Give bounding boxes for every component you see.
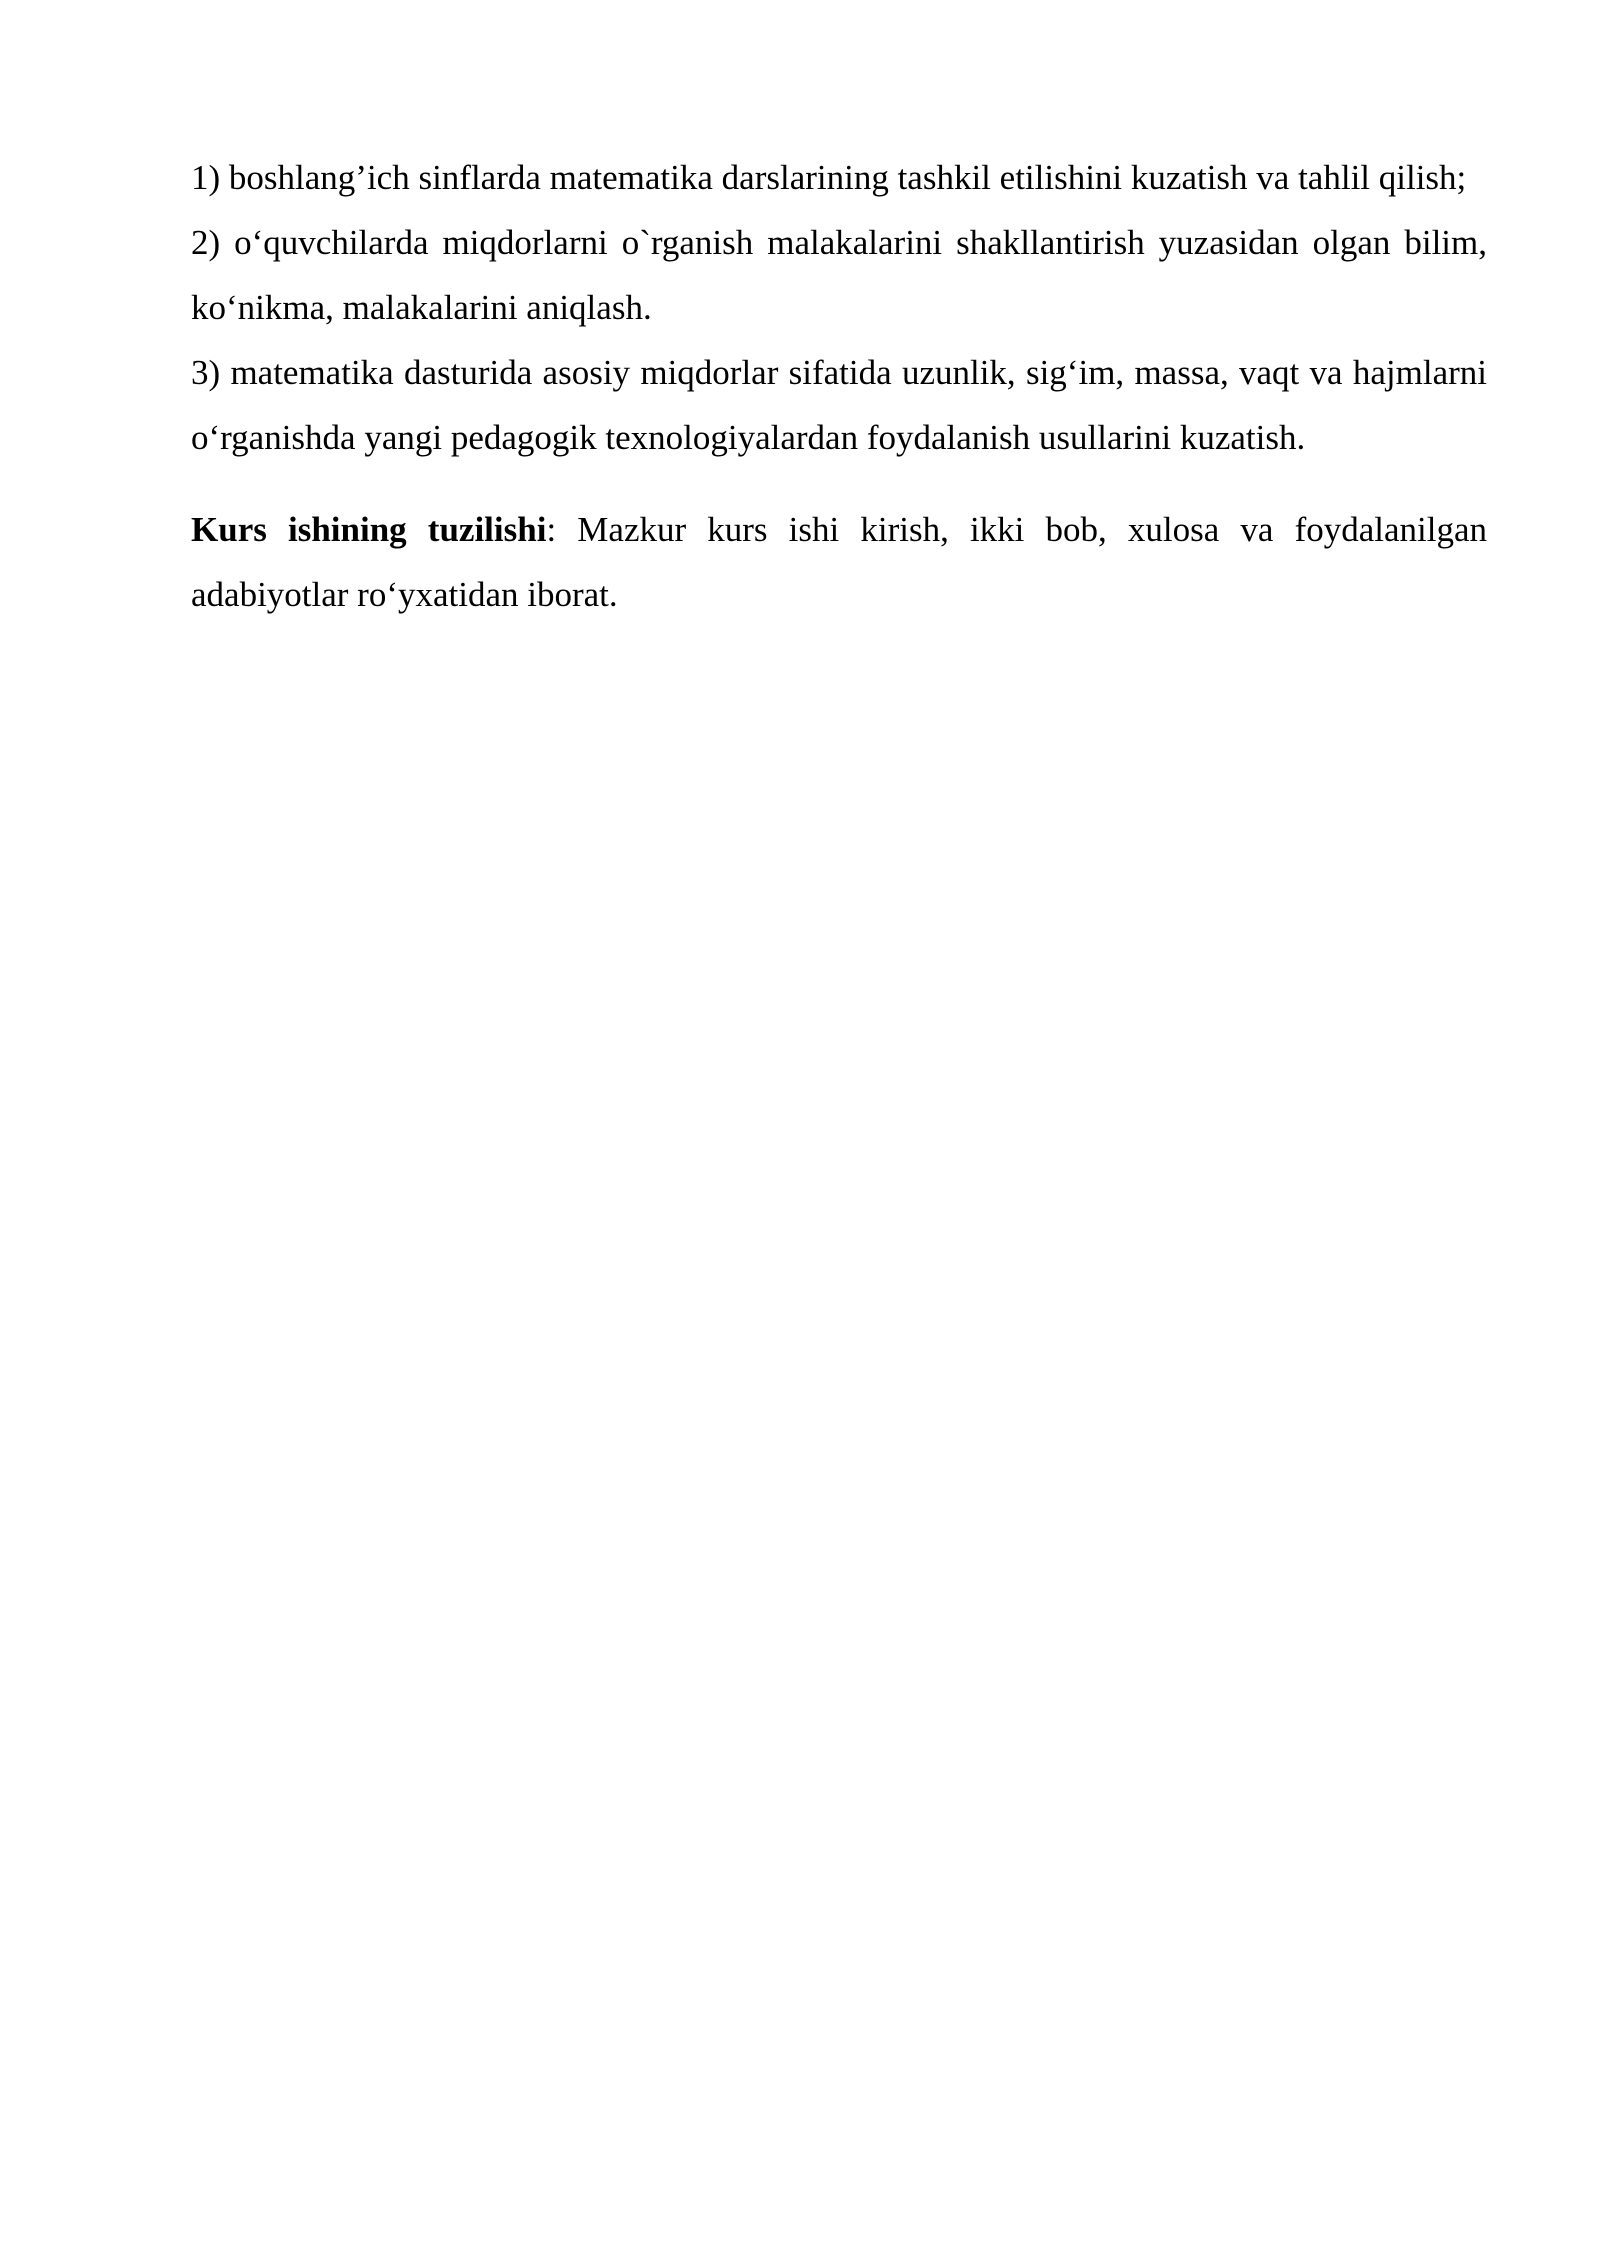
list-item-2: 2) o‘quvchilarda miqdorlarni o`rganish malakalarini shakllantirish yuzasidan olgan bilim, ko‘nikma, malakalarini aniqlash. [191,223,1487,327]
list-item-1: 1) boshlang’ich sinflarda matematika darslarining tashkil etilishini kuzatish va tahlil qilish; [191,158,1467,197]
course-structure-paragraph [191,497,1487,627]
course-structure-label: Kurs ishining tuzilishi [191,510,547,549]
document-body [191,145,1487,627]
course-structure-text: : Mazkur kurs ishi kirish, ikki bob, xulosa va foydalanilgan adabiyotlar ro‘yxatidan iborat. [191,510,1488,614]
list-item-3: 3) matematika dasturida asosiy miqdorlar sifatida uzunlik, sig‘im, massa, vaqt va hajmlarni o‘rganishda yangi pedagogik texnologiyalardan foydalanish usullarini kuzatish. [191,353,1487,457]
